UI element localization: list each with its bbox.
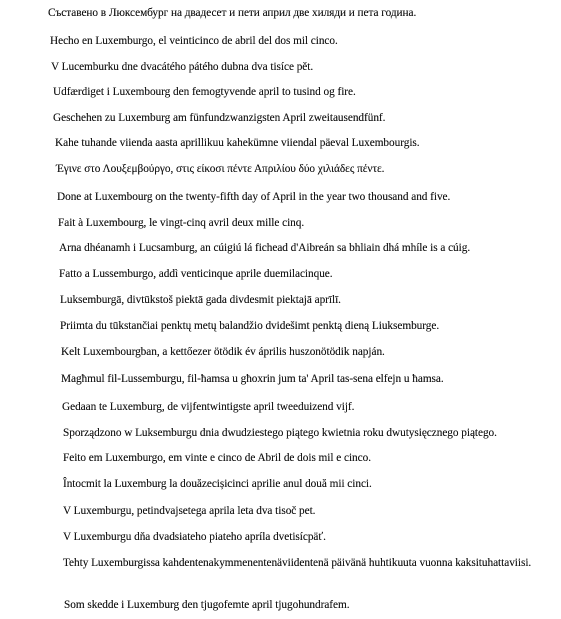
signing-line-hu: Kelt Luxembourgban, a kettőezer ötödik év április huszonötödik napján. — [61, 346, 385, 358]
signing-line-bg: Съставено в Люксембург на двадесет и пети април две хиляди и пета година. — [48, 7, 417, 19]
signing-line-et: Kahe tuhande viienda aasta aprillikuu kahekümne viiendal päeval Luxembourgis. — [55, 137, 420, 149]
signing-line-el: Έγινε στο Λουξεμβούργο, στις είκοσι πέντε Απριλίου δύο χιλιάδες πέντε. — [56, 163, 385, 175]
signing-line-ro: Întocmit la Luxemburg la douăzecișicinci aprilie anul două mii cinci. — [63, 478, 372, 490]
signing-line-lt: Priimta du tūkstančiai penktų metų balandžio dvidešimt penktą dieną Liuksemburge. — [60, 320, 440, 332]
signing-line-fi: Tehty Luxemburgissa kahdentenakymmenentenäviidentenä päivänä huhtikuuta vuonna kaksituhattaviisi. — [63, 557, 532, 569]
signing-line-fr: Fait à Luxembourg, le vingt-cinq avril deux mille cinq. — [58, 217, 305, 229]
signing-line-pt: Feito em Luxemburgo, em vinte e cinco de Abril de dois mil e cinco. — [63, 452, 371, 464]
signing-line-nl: Gedaan te Luxemburg, de vijfentwintigste april tweeduizend vijf. — [62, 401, 355, 413]
signing-line-lv: Luksemburgā, divtūkstoš piektā gada divdesmit piektajā aprīlī. — [60, 294, 341, 306]
signing-line-es: Hecho en Luxemburgo, el veinticinco de abril del dos mil cinco. — [50, 35, 338, 47]
signing-line-da: Udfærdiget i Luxembourg den femogtyvende april to tusind og fire. — [53, 86, 356, 98]
signing-line-sv: Som skedde i Luxemburg den tjugofemte april tjugohundrafem. — [64, 599, 350, 611]
signing-line-sk: V Luxemburgu dňa dvadsiateho piateho apríla dvetisícpäť. — [63, 531, 326, 543]
signing-line-ga: Arna dhéanamh i Lucsamburg, an cúigiú lá fichead d'Aibreán sa bhliain dhá mhíle is a cúig. — [59, 242, 471, 254]
signing-line-cs: V Lucemburku dne dvacátého pátého dubna dva tisíce pět. — [51, 61, 314, 73]
signing-line-sl: V Luxemburgu, petindvajsetega aprila leta dva tisoč pet. — [63, 505, 316, 517]
signing-line-mt: Magħmul fil-Lussemburgu, fil-ħamsa u għoxrin jum ta' April tas-sena elfejn u ħamsa. — [61, 373, 444, 385]
signing-line-de: Geschehen zu Luxemburg am fünfundzwanzigsten April zweitausendfünf. — [53, 112, 386, 124]
signing-line-it: Fatto a Lussemburgo, addì venticinque aprile duemilacinque. — [59, 268, 333, 280]
signing-line-pl: Sporządzono w Luksemburgu dnia dwudziestego piątego kwietnia roku dwutysięcznego piątego. — [63, 427, 497, 439]
signing-line-en: Done at Luxembourg on the twenty-fifth day of April in the year two thousand and five. — [57, 191, 451, 203]
